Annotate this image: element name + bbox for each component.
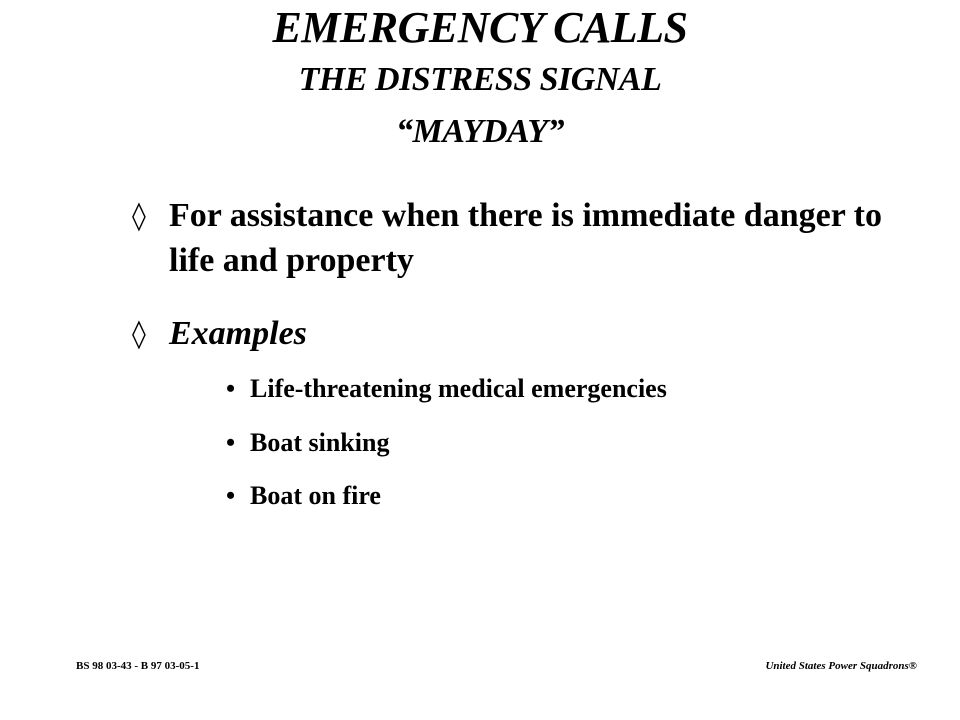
slide-title: EMERGENCY CALLS — [272, 3, 688, 52]
sub-bullet-text: Life-threatening medical emergencies — [250, 374, 667, 403]
sub-bullet-text: Boat on fire — [250, 481, 381, 510]
footer-organization: United States Power Squadrons® — [765, 660, 917, 672]
sub-bullet-text: Boat sinking — [250, 428, 390, 457]
signal-word: “MAYDAY” — [396, 113, 564, 150]
dot-bullet-icon: • — [226, 428, 236, 457]
diamond-bullet-icon: ◊ — [132, 199, 146, 232]
dot-bullet-icon: • — [226, 481, 236, 510]
slide-subtitle: THE DISTRESS SIGNAL — [298, 61, 662, 98]
bullet-text: Examples — [169, 315, 307, 352]
bullet-text: For assistance when there is immediate danger to life and property — [169, 197, 882, 279]
diamond-bullet-icon: ◊ — [132, 317, 146, 350]
footer-course-code: BS 98 03-43 - B 97 03-05-1 — [76, 660, 200, 672]
dot-bullet-icon: • — [226, 374, 236, 403]
